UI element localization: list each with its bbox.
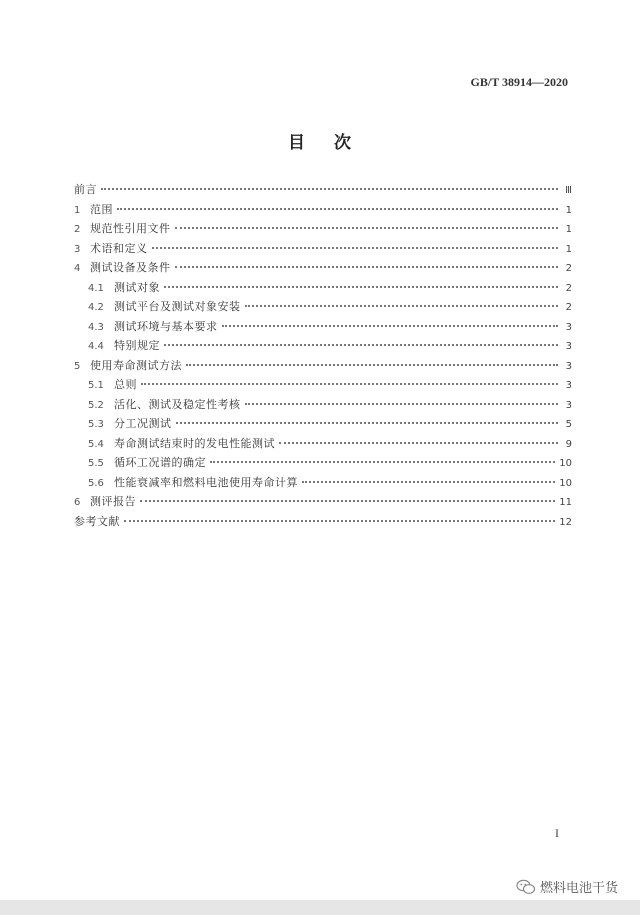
toc-entry-page: 2 (565, 263, 572, 274)
toc-entry-number: 3 (74, 243, 81, 255)
toc-dot-leader (175, 227, 559, 229)
toc-entry-number: 4.4 (88, 341, 104, 352)
toc-entry-label: 使用寿命测试方法 (90, 358, 182, 372)
toc-entry-number: 4 (74, 263, 81, 274)
toc-entry-page: 11 (559, 497, 572, 508)
toc-entry-label: 测试平台及测试对象安装 (114, 300, 241, 313)
toc-entry[interactable] (74, 434, 572, 454)
toc-entry-number: 4.2 (88, 302, 104, 313)
toc-entry[interactable] (74, 453, 572, 473)
toc-entry[interactable] (74, 395, 572, 415)
toc-entry[interactable] (74, 258, 572, 278)
toc-entry-label: 测试环境与基本要求 (114, 319, 218, 333)
toc-entry-page: 2 (565, 302, 572, 313)
toc-dot-leader (175, 266, 559, 268)
toc-entry[interactable] (74, 297, 572, 317)
toc-entry-number: 1 (74, 204, 81, 216)
toc-entry-label: 寿命测试结束时的发电性能测试 (114, 436, 275, 450)
toc-entry-page: 9 (565, 438, 572, 450)
toc-entry-label: 分工况测试 (114, 417, 172, 430)
toc-entry-page: 3 (565, 380, 572, 391)
toc-title-part1: 目 (288, 133, 306, 153)
toc-entry-number: 6 (74, 497, 81, 508)
toc-entry-number: 5.6 (88, 477, 104, 489)
toc-entry-label: 参考文献 (74, 514, 120, 528)
toc-entry[interactable] (74, 219, 572, 239)
toc-dot-leader (101, 188, 558, 190)
toc-entry[interactable] (74, 278, 572, 298)
toc-dot-leader (164, 286, 558, 288)
toc-entry-number: 4.1 (88, 282, 104, 294)
toc-dot-leader (164, 344, 558, 346)
wechat-icon (516, 879, 536, 895)
toc-entry[interactable] (74, 492, 572, 512)
toc-entry[interactable] (74, 473, 572, 493)
standard-code: GB/T 38914—2020 (470, 75, 568, 89)
toc-dot-leader (245, 305, 559, 307)
toc-entry-page: 3 (565, 321, 572, 333)
toc-title-part2: 次 (334, 133, 352, 153)
toc-entry[interactable] (74, 336, 572, 356)
toc-entry-page: 5 (565, 419, 572, 430)
toc-entry[interactable] (74, 239, 572, 259)
toc-entry-number: 5.3 (88, 419, 104, 430)
toc-entry-page: 10 (559, 458, 572, 469)
toc-entry-label: 总则 (114, 378, 137, 391)
toc-entry[interactable] (74, 512, 572, 532)
toc-dot-leader (222, 325, 559, 327)
toc-entry-label: 测评报告 (90, 495, 136, 508)
page-number: I (555, 826, 559, 840)
toc-entry-label: 前言 (74, 183, 97, 196)
toc-entry-page: 12 (559, 516, 572, 528)
toc-dot-leader (245, 403, 559, 405)
toc-entry-page: 10 (559, 477, 572, 489)
toc-dot-leader (279, 442, 558, 444)
toc-entry-page: Ⅲ (565, 185, 572, 196)
toc-entry-label: 活化、测试及稳定性考核 (114, 397, 241, 411)
toc-dot-leader (124, 520, 555, 522)
toc-entry-page: 3 (565, 341, 572, 352)
toc-entry-label: 范围 (90, 202, 113, 216)
toc-entry-label: 特别规定 (114, 339, 160, 352)
toc-title (0, 128, 640, 153)
watermark (516, 877, 618, 896)
toc-entry-page: 1 (565, 243, 572, 255)
watermark-text: 燃料电池干货 (539, 881, 618, 896)
toc-entry[interactable] (74, 356, 572, 376)
toc-entry[interactable] (74, 180, 572, 200)
toc-entry-label: 术语和定义 (90, 241, 148, 255)
toc-entry-number: 5.5 (88, 458, 104, 469)
toc-entry-page: 3 (565, 399, 572, 411)
toc-entry[interactable] (74, 375, 572, 395)
toc-entry-number: 2 (74, 224, 81, 235)
toc-entry-page: 2 (565, 282, 572, 294)
toc-entry-number: 5.1 (88, 380, 104, 391)
toc-dot-leader (117, 208, 558, 210)
toc-entry-label: 循环工况谱的确定 (114, 456, 206, 469)
bottom-bar (0, 900, 640, 915)
toc-entry-number: 5.4 (88, 438, 104, 450)
toc-entry-number: 5.2 (88, 399, 104, 411)
toc-entry-page: 1 (565, 224, 572, 235)
toc-entry-label: 规范性引用文件 (90, 222, 171, 235)
toc-dot-leader (152, 247, 559, 249)
toc-dot-leader (141, 383, 558, 385)
toc-entry-label: 测试设备及条件 (90, 261, 171, 274)
toc-entry[interactable] (74, 317, 572, 337)
toc-entry-label: 测试对象 (114, 280, 160, 294)
toc-dot-leader (186, 364, 558, 366)
toc-entry-number: 4.3 (88, 321, 104, 333)
table-of-contents (74, 180, 572, 531)
toc-dot-leader (140, 500, 555, 502)
toc-entry-label: 性能衰减率和燃料电池使用寿命计算 (114, 475, 298, 489)
toc-entry-number: 5 (74, 360, 81, 372)
toc-dot-leader (210, 461, 555, 463)
toc-entry[interactable] (74, 414, 572, 434)
toc-entry[interactable] (74, 200, 572, 220)
toc-entry-page: 3 (565, 360, 572, 372)
toc-entry-page: 1 (565, 204, 572, 216)
toc-dot-leader (302, 481, 555, 483)
toc-dot-leader (176, 422, 559, 424)
